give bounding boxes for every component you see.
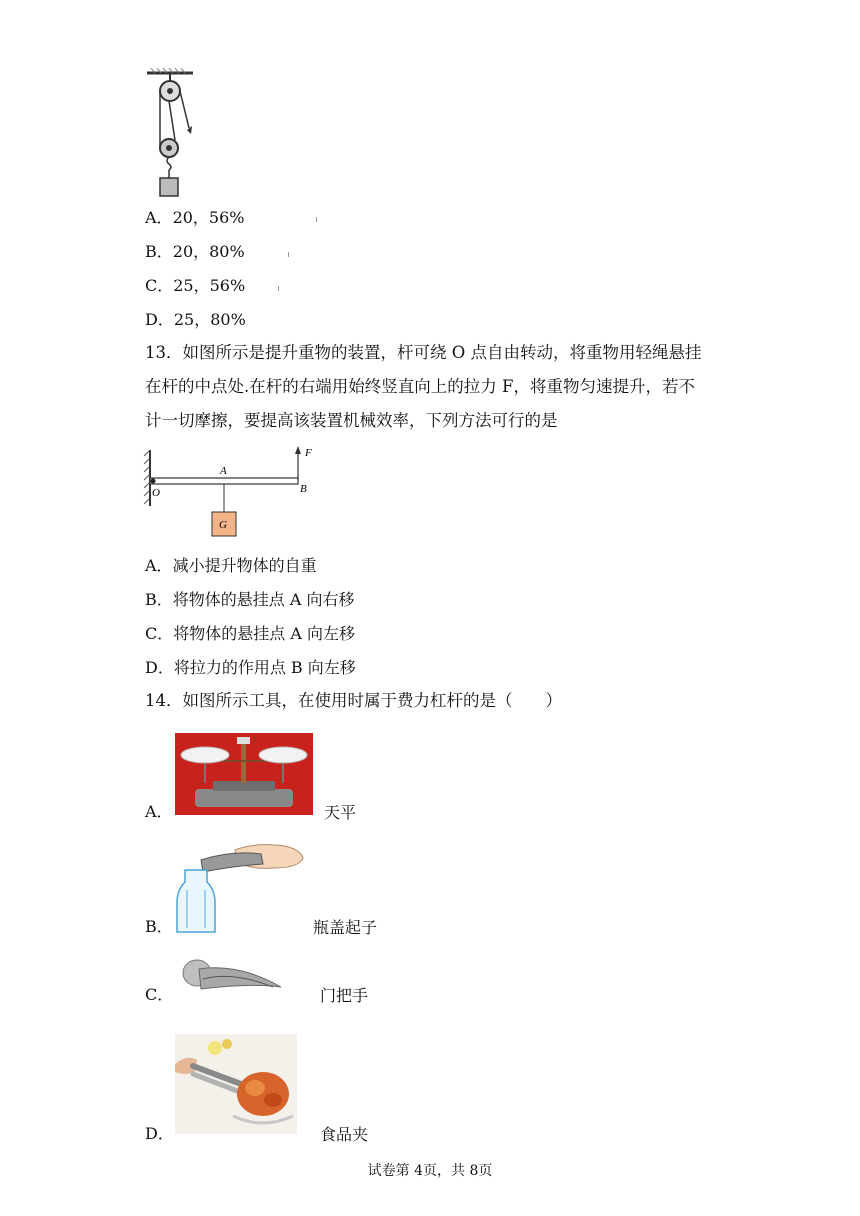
option-b[interactable]	[145, 590, 355, 610]
option-text: 20，80%	[172, 242, 245, 261]
scan-mark	[278, 286, 279, 291]
option-b[interactable]	[145, 242, 245, 262]
pulley-figure	[145, 68, 205, 200]
scan-mark	[316, 217, 317, 222]
option-letter: D．	[145, 658, 174, 677]
option-d[interactable]	[145, 310, 246, 330]
option-text: 将物体的悬挂点 A 向右移	[172, 590, 355, 609]
option-letter: A．	[145, 208, 173, 227]
food-tongs-image	[175, 1034, 297, 1134]
scan-mark	[288, 252, 289, 257]
option-c[interactable]: C．	[145, 985, 174, 1004]
label-g: G	[219, 519, 227, 531]
balance-image	[175, 733, 313, 815]
caption-door-handle: 门把手	[320, 986, 369, 1005]
label-b: B	[300, 483, 307, 495]
option-text: 25，80%	[173, 310, 246, 329]
option-text: 20，56%	[172, 208, 245, 227]
label-a: A	[220, 465, 227, 477]
option-letter: D．	[145, 310, 174, 329]
question-13-line-3: 计一切摩擦，要提高该装置机械效率，下列方法可行的是	[145, 411, 558, 430]
option-c[interactable]	[145, 276, 245, 296]
caption-food-tongs: 食品夹	[320, 1125, 369, 1144]
lever-figure	[140, 442, 330, 542]
option-letter: C．	[145, 276, 174, 295]
option-a[interactable]	[145, 208, 245, 228]
option-d[interactable]	[145, 658, 356, 678]
caption-balance: 天平	[324, 803, 357, 822]
option-text: 将拉力的作用点 B 向左移	[173, 658, 356, 677]
page-footer: 试卷第 4页，共 8页	[367, 1163, 493, 1179]
label-f: F	[305, 447, 312, 459]
question-13-line-2: 在杆的中点处.在杆的右端用始终竖直向上的拉力 F，将重物匀速提升，若不	[145, 377, 695, 396]
bottle-opener-image	[175, 838, 305, 934]
option-a[interactable]	[145, 556, 317, 576]
question-14-stem: 14．如图所示工具，在使用时属于费力杠杆的是（ ）	[145, 691, 562, 710]
option-letter: B．	[145, 590, 173, 609]
option-b[interactable]: B．	[145, 917, 173, 936]
label-o: O	[152, 487, 160, 499]
option-letter: A．	[145, 556, 173, 575]
option-letter: B．	[145, 242, 173, 261]
option-text: 将物体的悬挂点 A 向左移	[173, 624, 355, 643]
option-c[interactable]	[145, 624, 355, 644]
option-text: 25，56%	[173, 276, 246, 295]
caption-bottle-opener: 瓶盖起子	[313, 918, 378, 937]
question-13-line-1: 13．如图所示是提升重物的装置，杆可绕 O 点自由转动，将重物用轻绳悬挂	[145, 343, 702, 362]
option-letter: C．	[145, 624, 174, 643]
option-text: 减小提升物体的自重	[172, 556, 317, 575]
option-a[interactable]: A．	[145, 802, 173, 821]
door-handle-image	[175, 955, 285, 1003]
option-d[interactable]: D．	[145, 1124, 174, 1143]
